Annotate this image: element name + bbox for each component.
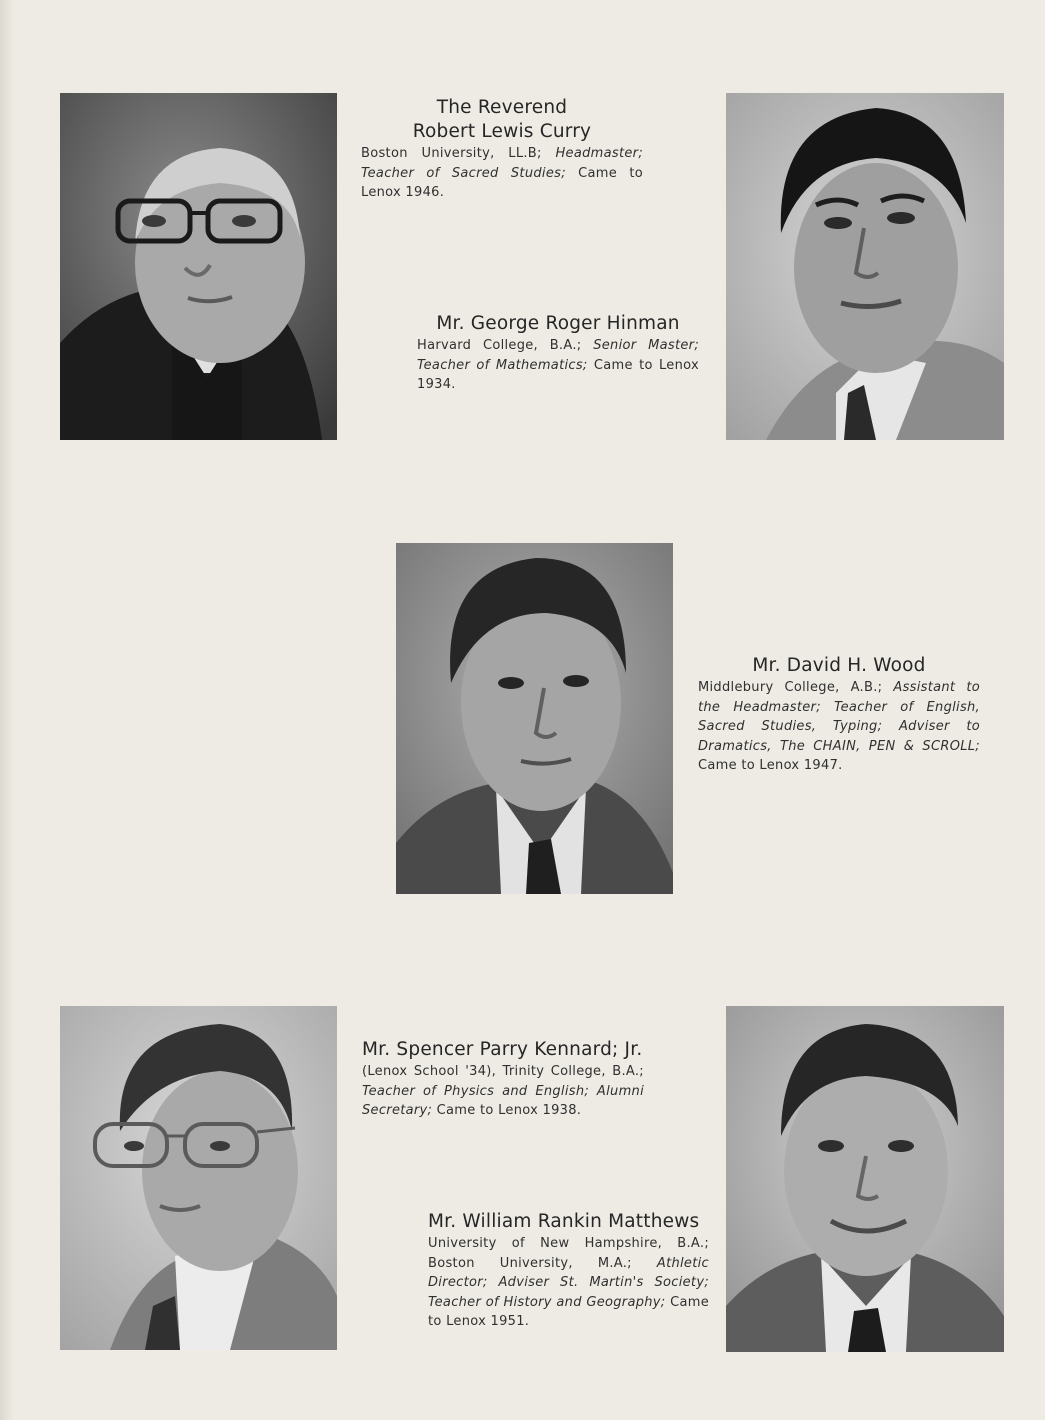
page-edge [0, 0, 14, 1420]
description-segment: Athletic Director; Adviser St. Martin's Society; Teacher of History and Geography; [428, 1255, 709, 1310]
description-segment: Came to Lenox 1947. [698, 758, 843, 773]
faculty-description-curry [361, 144, 643, 203]
faculty-description-wood [698, 678, 980, 776]
portrait-photo-wood [396, 543, 673, 894]
faculty-bio-wood [698, 654, 980, 776]
description-segment: Came to Lenox 1938. [432, 1103, 582, 1118]
faculty-bio-kennard [362, 1038, 644, 1121]
faculty-description-matthews [428, 1234, 709, 1332]
faculty-name-curry-title: The Reverend [436, 97, 568, 118]
faculty-description-hinman [417, 336, 699, 395]
faculty-name-matthews: Mr. William Rankin Matthews [428, 1211, 700, 1232]
portrait-photo-matthews [726, 1006, 1004, 1352]
portrait-photo-kennard [60, 1006, 337, 1350]
description-segment: Assistant to the Headmaster; Teacher of English, Sacred Studies, Typing; Adviser to Dramatics, The CHAIN, PEN & SCROLL; [698, 680, 980, 754]
description-segment: University of New Hampshire, B.A.; Boston University, M.A.; [428, 1236, 709, 1271]
description-segment: Middlebury College, A.B.; [698, 680, 894, 695]
faculty-description-kennard [362, 1062, 644, 1121]
description-segment: Teacher of Physics and English; Alumni Secretary; [362, 1083, 644, 1118]
portrait-photo-hinman [726, 93, 1004, 440]
faculty-name-curry: Robert Lewis Curry [412, 121, 592, 142]
description-segment: Headmaster; Teacher of Sacred Studies; [361, 146, 643, 181]
description-segment: Came to Lenox 1934. [417, 357, 699, 392]
faculty-bio-matthews [428, 1210, 709, 1332]
description-segment: Senior Master; Teacher of Mathematics; [417, 338, 699, 373]
description-segment: Came to Lenox 1951. [428, 1294, 709, 1329]
faculty-bio-curry [361, 96, 643, 203]
description-segment: Harvard College, B.A.; [417, 338, 594, 353]
faculty-name-kennard: Mr. Spencer Parry Kennard; Jr. [362, 1039, 643, 1060]
description-segment: (Lenox School '34), Trinity College, B.A.; [362, 1064, 644, 1079]
portrait-photo-curry [60, 93, 337, 440]
faculty-name-hinman: Mr. George Roger Hinman [436, 313, 680, 334]
faculty-bio-hinman [417, 312, 699, 395]
faculty-name-wood: Mr. David H. Wood [752, 655, 926, 676]
description-segment: Came to Lenox 1946. [361, 165, 643, 200]
description-segment: Boston University, LL.B; [361, 146, 556, 161]
